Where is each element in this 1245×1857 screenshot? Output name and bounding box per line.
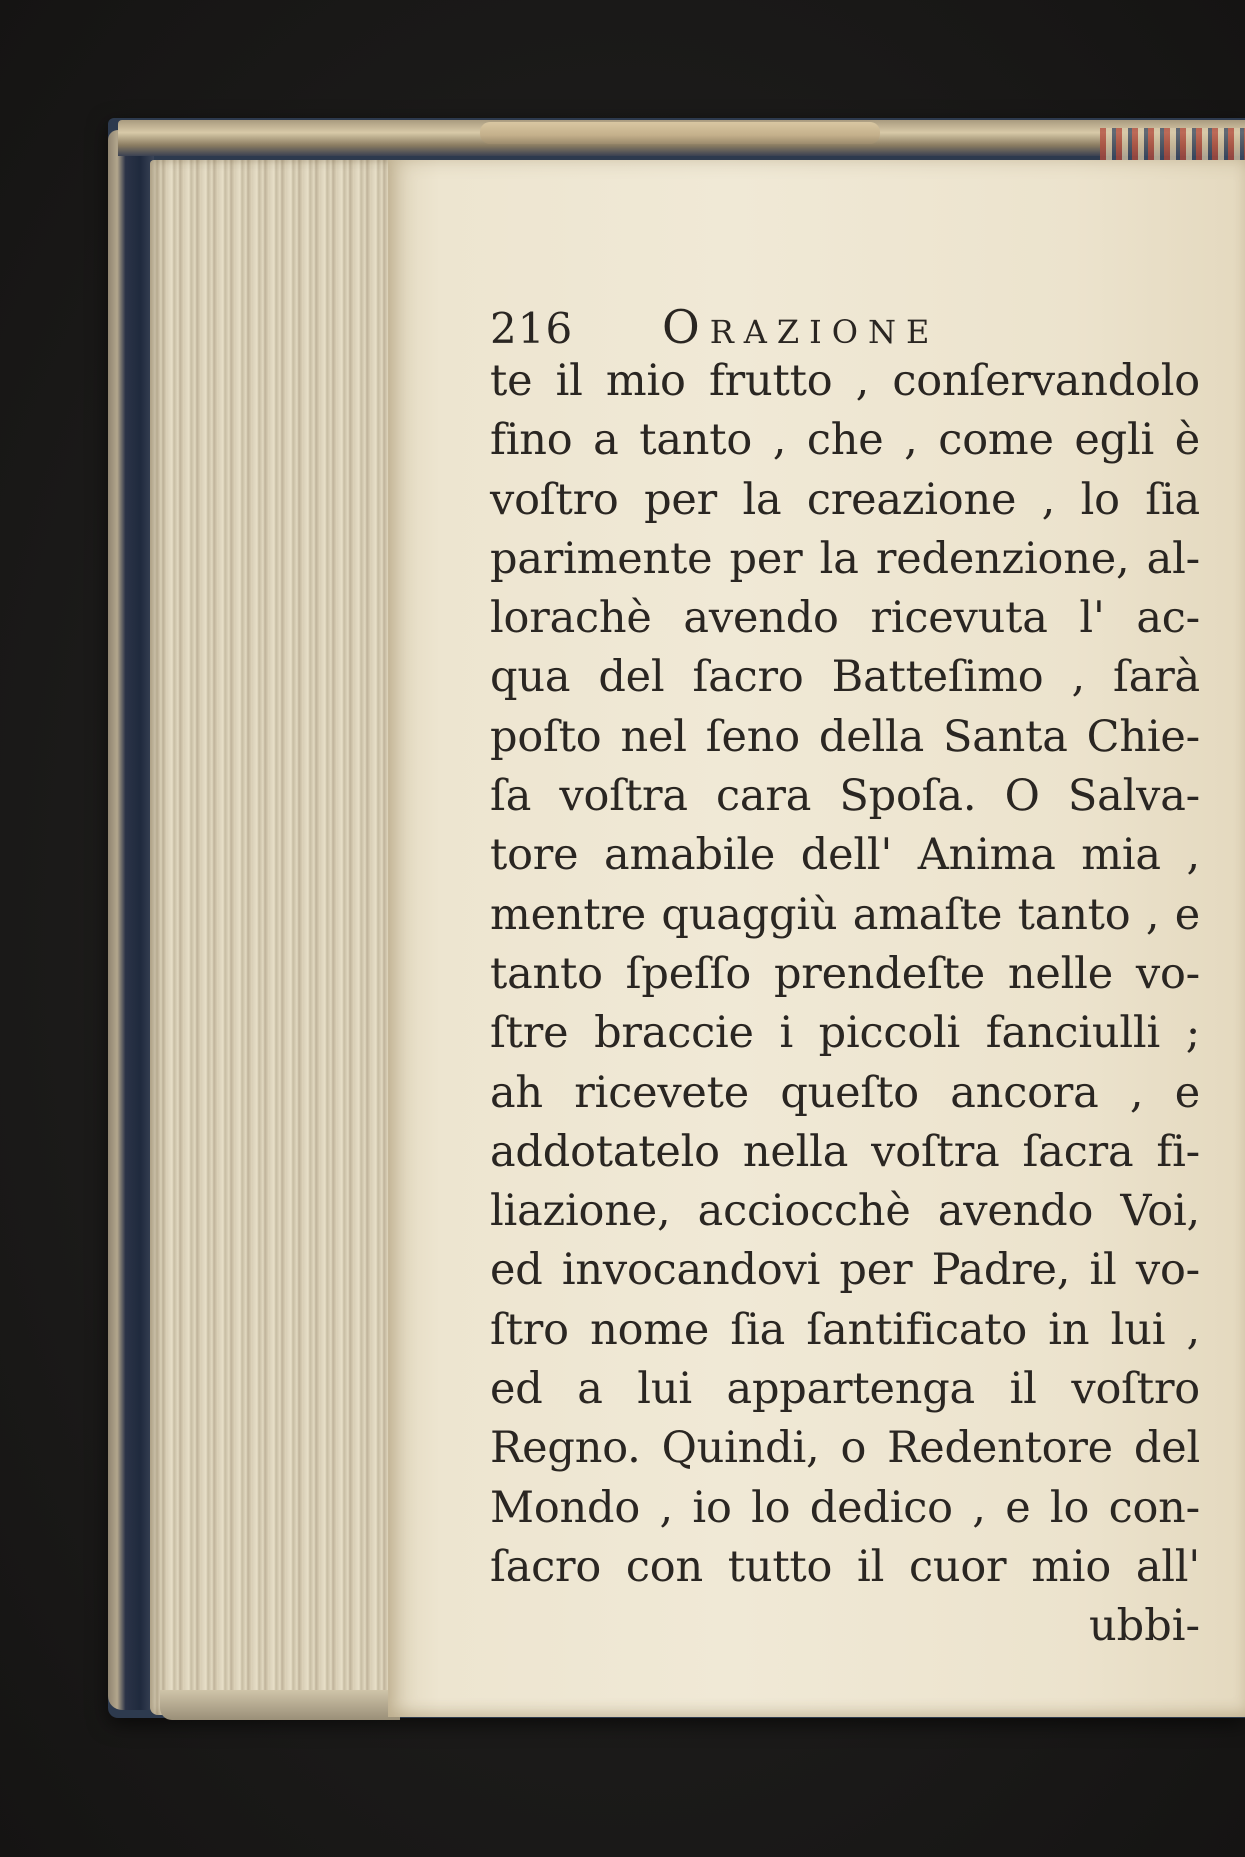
text-line: ah ricevete queſto ancora , e [490,1067,1200,1118]
page-header [490,300,1200,352]
text-line: Regno. Quindi, o Redentore del [490,1423,1200,1474]
text-line: lorachè avendo ricevuta l' ac- [490,593,1200,644]
text-line: qua del ſacro Batteſimo , ſarà [490,652,1200,703]
headband [480,122,880,144]
text-line: parimente per la redenzione, al- [490,533,1200,584]
text-line: ed invocandovi per Padre, il vo- [490,1245,1200,1296]
text-line: liazione, acciocchè avendo Voi, [490,1186,1200,1237]
text-line: Mondo , io lo dedico , e lo con- [490,1482,1200,1533]
text-line: ſtre braccie i piccoli fanciulli ; [490,1008,1200,1059]
text-line: ſa voſtra cara Spoſa. O Salva- [490,771,1200,822]
text-line: ſacro con tutto il cuor mio all' [490,1541,1200,1592]
page-stack-bottom [160,1690,400,1720]
text-line: poſto nel ſeno della Santa Chie- [490,711,1200,762]
text-line: ed a lui appartenga il voſtro [490,1364,1200,1415]
text-line: te il mio frutto , conſervandolo [490,356,1200,406]
text-line: ſtro nome ſia ſantificato in lui , [490,1304,1200,1355]
page-number: 216 [490,304,574,353]
text-line: tanto ſpeſſo prendeſte nelle vo- [490,948,1200,999]
text-line: tore amabile dell' Anima mia , [490,830,1200,881]
text-lines [490,352,1200,1597]
text-line: fino a tanto , che , come egli è [490,415,1200,466]
text-line: mentre quaggiù amaſte tanto , e [490,889,1200,940]
text-line: addotatelo nella voſtra ſacra fi- [490,1126,1200,1177]
text-line: voſtro per la creazione , lo ſia [490,474,1200,525]
page-stack-edge [150,160,400,1715]
running-head: Orazione [662,300,940,354]
catchword: ubbi- [1088,1601,1200,1652]
cover-edge [108,130,154,1710]
page-text-block [490,300,1200,1656]
